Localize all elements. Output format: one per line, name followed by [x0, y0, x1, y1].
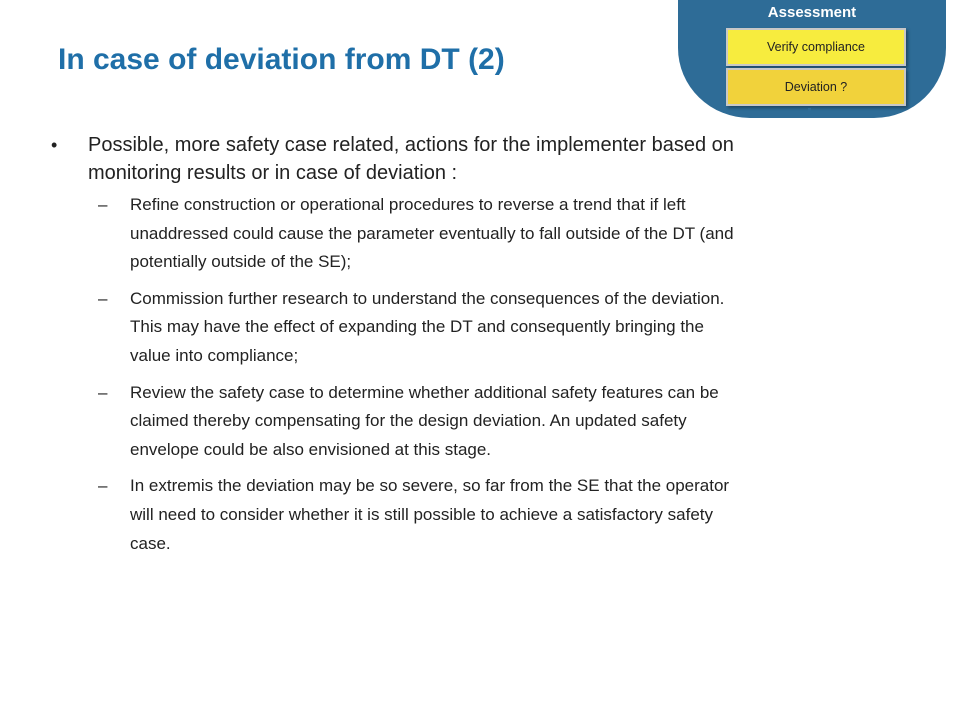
verify-compliance-label: Verify compliance — [767, 40, 865, 54]
deviation-box — [726, 68, 906, 106]
bullet-item — [48, 131, 748, 187]
sub-bullet-item — [48, 285, 748, 371]
deviation-label: Deviation ? — [784, 80, 848, 94]
verify-compliance-box — [726, 28, 906, 66]
slide-title: In case of deviation from DT (2) — [58, 43, 505, 76]
bullet-marker: • — [51, 135, 58, 155]
slide-body — [48, 131, 748, 566]
sub-bullet-text: In extremis the deviation may be so severe, so far from the SE that the operator will need to consider whether it is still possible to achieve a satisfactory safety case. — [130, 476, 730, 553]
diagram-connector — [808, 108, 811, 118]
bullet-text: Possible, more safety case related, actions for the implementer based on monitoring results or in case of deviation : — [88, 134, 734, 184]
sub-bullet-item — [48, 379, 748, 465]
sub-bullet-list — [48, 191, 748, 558]
sub-bullet-text: Refine construction or operational procedures to reverse a trend that if left unaddressed could cause the parameter eventually to fall outside of the DT (and potentially outside of the SE); — [130, 195, 734, 272]
assessment-heading: Assessment — [767, 4, 857, 21]
dash-marker: – — [98, 476, 108, 496]
dash-marker: – — [98, 195, 108, 214]
sub-bullet-item — [48, 472, 748, 558]
sub-bullet-text: Review the safety case to determine whether additional safety features can be claimed thereby compensating for the design deviation. An updated safety envelope could be also envisioned at this stage. — [130, 382, 719, 459]
dash-marker: – — [98, 288, 108, 308]
sub-bullet-item — [48, 191, 748, 277]
assessment-diagram — [678, 0, 946, 118]
sub-bullet-text: Commission further research to understand the consequences of the deviation. This may have the effect of expanding the DT and consequently bringing the value into compliance; — [130, 288, 725, 365]
dash-marker: – — [98, 382, 108, 402]
